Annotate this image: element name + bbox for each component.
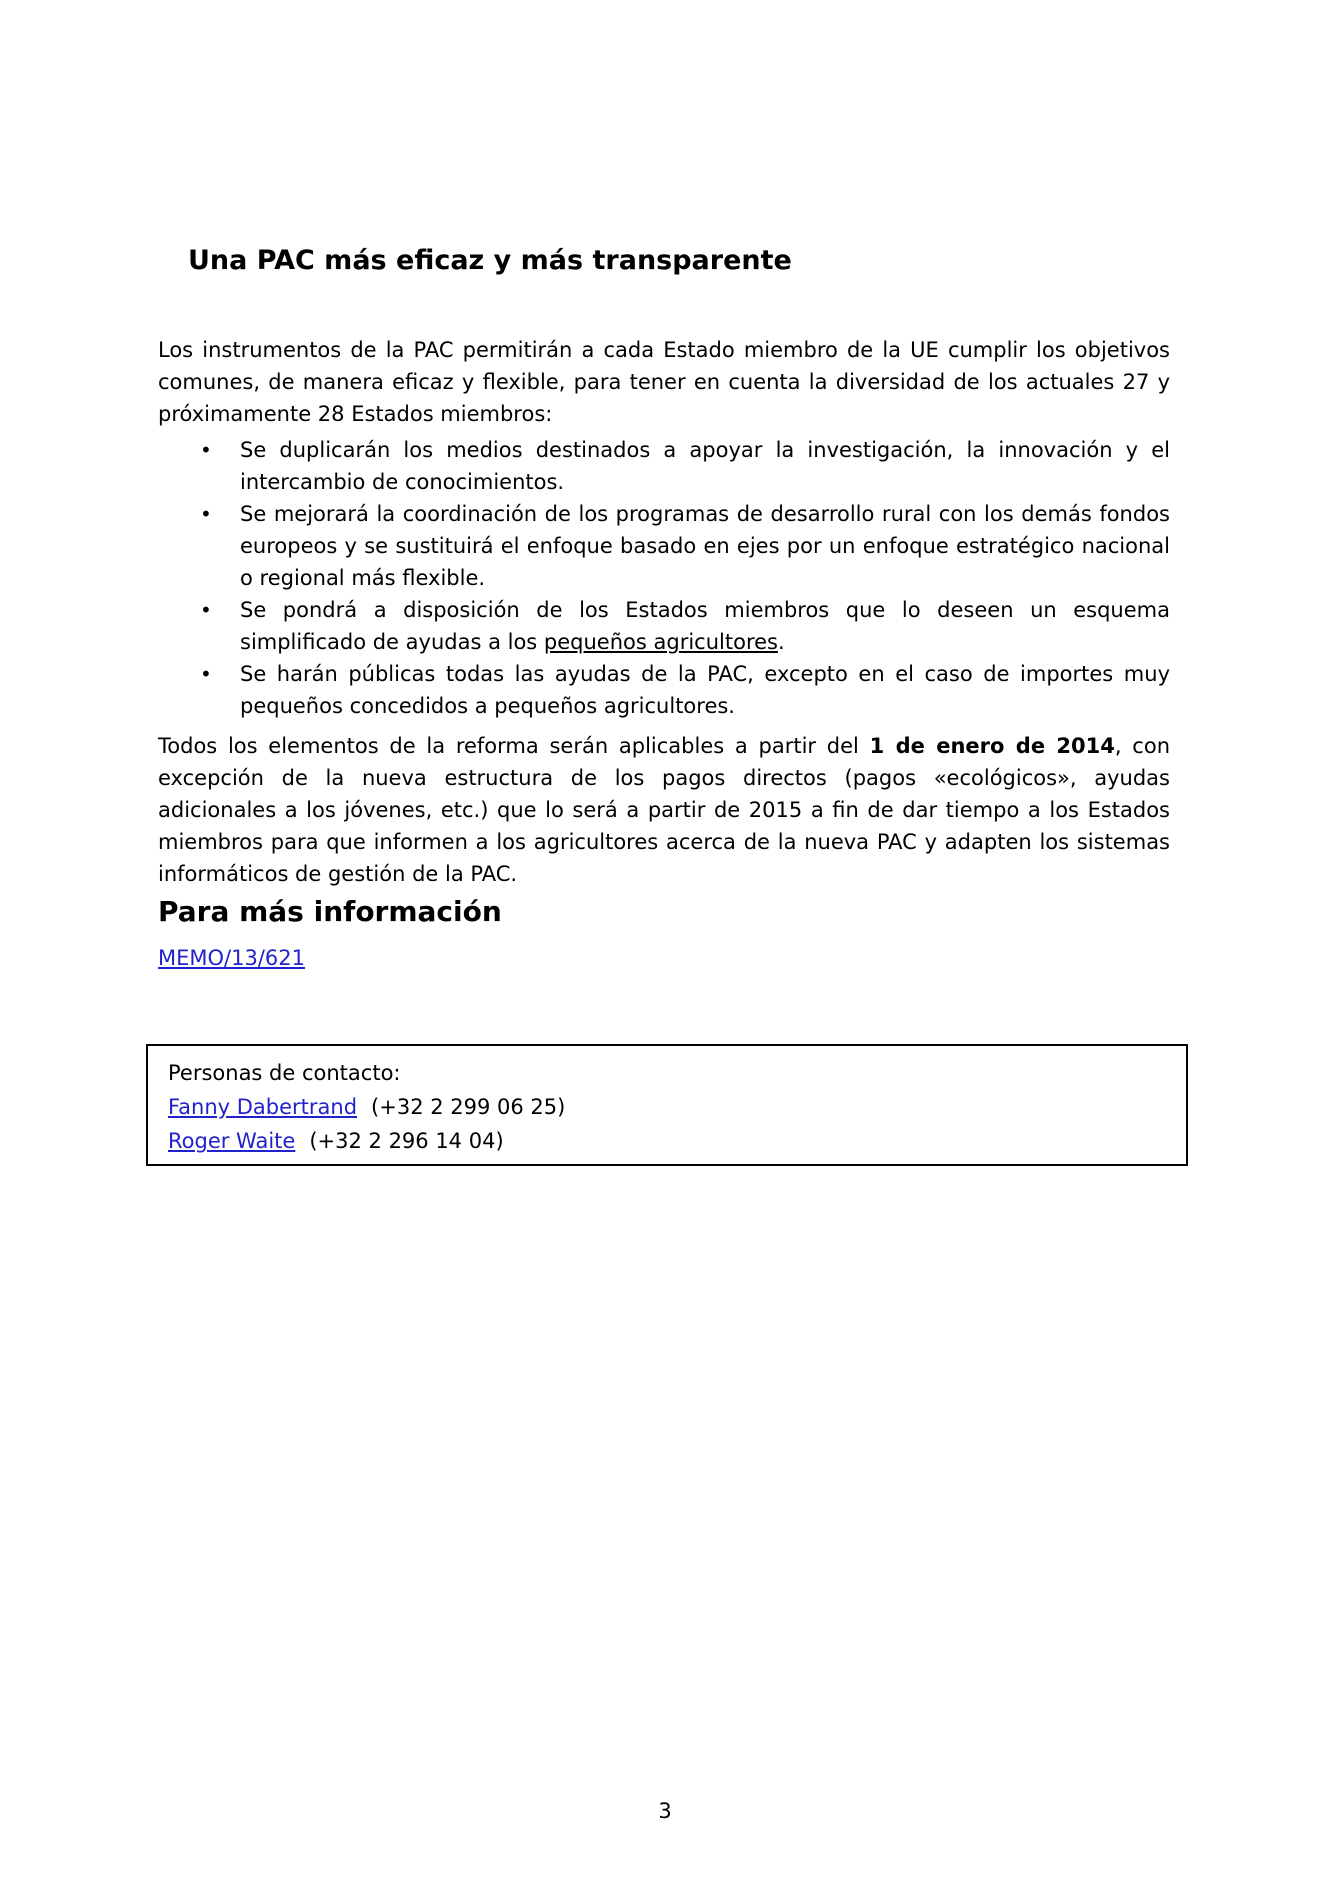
closing-paragraph [158, 730, 1170, 890]
closing-text: , con excepción de la nueva estructura de los pagos directos (pagos «ecológicos», ayudas adicionales a los jóvenes, etc.) que lo será a partir de 2015 a fin de dar tiempo a los Estados miembros para que informen a los agricultores acerca de la nueva PAC y adapten los sistemas informáticos de gestión de la PAC. [158, 734, 1170, 886]
memo-link-line [158, 942, 1170, 974]
memo-link[interactable]: MEMO/13/621 [158, 946, 305, 970]
contact-box [146, 1044, 1188, 1166]
bullet-text: . [777, 630, 785, 654]
bullet-text: Se mejorará la coordinación de los programas de desarrollo rural con los demás fondos europeos y se sustituirá el enfoque basado en ejes por un enfoque estratégico nacional o regional más flexible. [240, 502, 1170, 590]
intro-paragraph: Los instrumentos de la PAC permitirán a cada Estado miembro de la UE cumplir los objetivos comunes, de manera eficaz y flexible, para tener en cuenta la diversidad de los actuales 27 y próximamente 28 Estados miembros: [158, 338, 1170, 426]
contact-row [168, 1124, 1166, 1158]
closing-bold-date: 1 de enero de 2014 [869, 734, 1115, 758]
contact-link-fanny-dabertrand[interactable]: Fanny Dabertrand [168, 1095, 358, 1119]
contact-phone: (+32 2 299 06 25) [371, 1095, 566, 1119]
contact-phone: (+32 2 296 14 04) [309, 1129, 504, 1153]
closing-text: Todos los elementos de la reforma serán aplicables a partir del [158, 734, 870, 758]
section-heading-pac: Una PAC más eficaz y más transparente [188, 245, 792, 276]
contact-row [168, 1090, 1166, 1124]
page-number: 3 [658, 1799, 672, 1823]
contact-link-roger-waite[interactable]: Roger Waite [168, 1129, 296, 1153]
list-item [158, 594, 1170, 658]
page-content [158, 0, 1170, 1166]
list-item [158, 434, 1170, 498]
bullet-text: Se harán públicas todas las ayudas de la PAC, excepto en el caso de importes muy pequeños concedidos a pequeños agricultores. [240, 662, 1170, 718]
bullet-list [158, 434, 1170, 722]
bullet-text: Se pondrá a disposición de los Estados miembros que lo deseen un esquema simplificado de ayudas a los [240, 598, 1170, 654]
bullet-text: Se duplicarán los medios destinados a apoyar la investigación, la innovación y el intercambio de conocimientos. [240, 438, 1170, 494]
list-item [158, 658, 1170, 722]
more-info-heading: Para más información [158, 895, 502, 928]
contact-box-title: Personas de contacto: [168, 1061, 401, 1085]
small-farmers-link[interactable]: pequeños agricultores [543, 630, 778, 654]
list-item [158, 498, 1170, 594]
